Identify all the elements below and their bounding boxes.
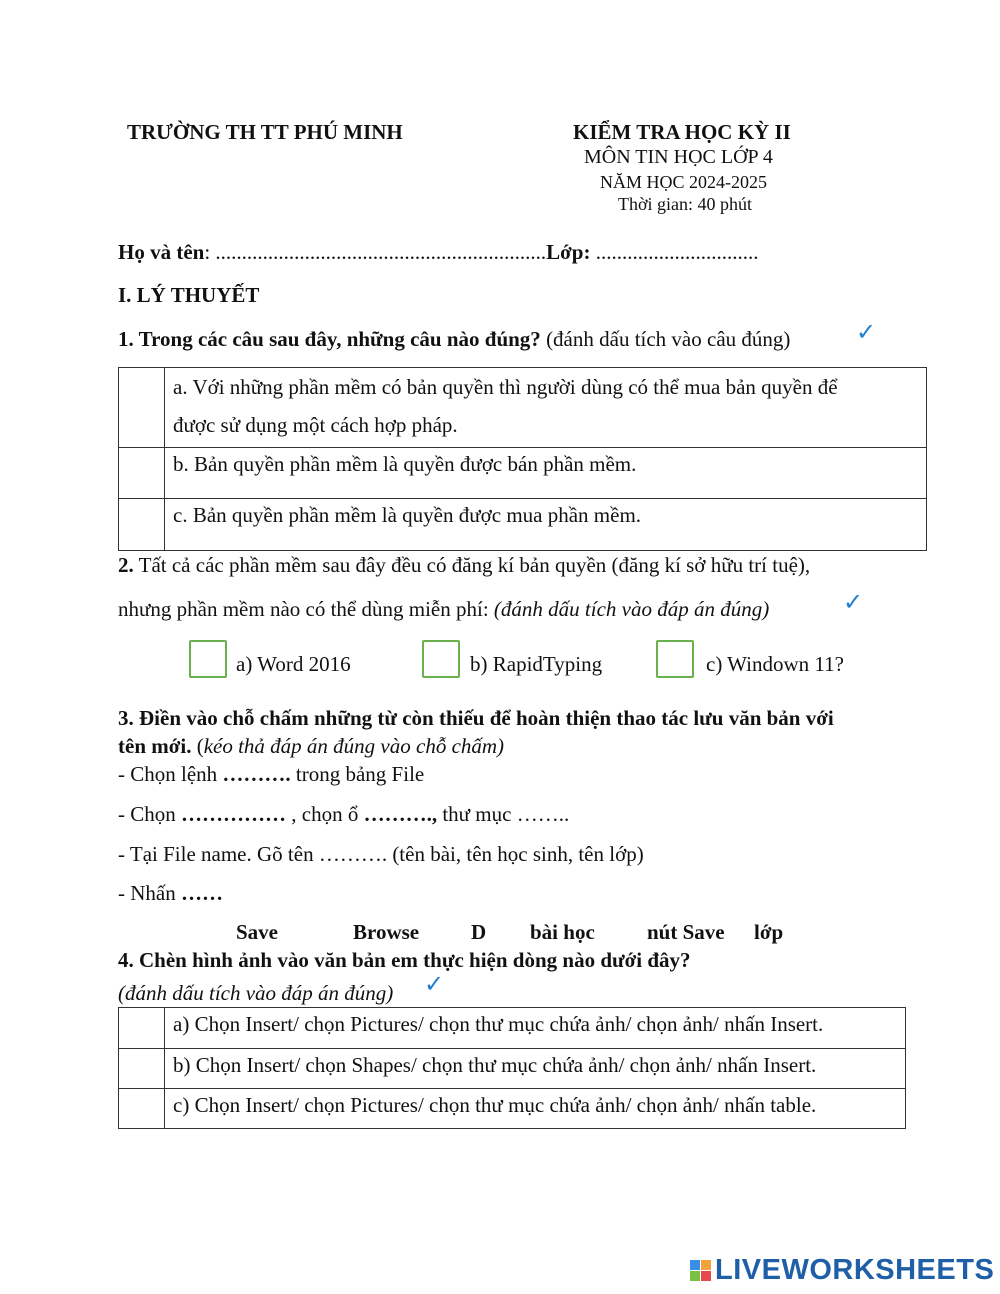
q4-hint: (đánh dấu tích vào đáp án đúng) (118, 981, 394, 1005)
q2-checkbox-b[interactable] (422, 640, 460, 678)
q2-line1-text: Tất cả các phần mềm sau đây đều có đăng kí bản quyền (đăng kí sở hữu trí tuệ), (133, 553, 811, 577)
logo-grid-icon (690, 1260, 711, 1281)
student-info-line (118, 240, 758, 265)
q3-blank-2[interactable]: …………… (181, 802, 286, 826)
q2-checkbox-c[interactable] (656, 640, 694, 678)
q4-option-b: b) Chọn Insert/ chọn Shapes/ chọn thư mục chứa ảnh/ chọn ảnh/ nhấn Insert. (165, 1049, 906, 1089)
q1-hint: (đánh dấu tích vào câu đúng) (540, 327, 791, 351)
q1-answer-cell-b[interactable] (119, 448, 165, 499)
drag-answer-d[interactable]: D (471, 920, 487, 944)
table-row (119, 368, 927, 448)
table-row (119, 1089, 906, 1129)
name-field[interactable]: ............................................................... (215, 240, 547, 264)
q3-step4-text: - Nhấn (118, 881, 181, 905)
drag-answer-save[interactable]: Save (236, 920, 278, 944)
q2-line2-text: nhưng phần mềm nào có thể dùng miễn phí: (118, 597, 494, 621)
table-row (119, 448, 927, 499)
q1-option-b: b. Bản quyền phần mềm là quyền được bán phần mềm. (165, 448, 927, 499)
q2-option-b: b) RapidTyping (470, 652, 603, 676)
q2-number: 2. (118, 553, 134, 577)
school-year: NĂM HỌC 2024-2025 (600, 172, 768, 192)
q3-hint: kéo thả đáp án đúng vào chỗ chấm) (203, 734, 505, 758)
q3-step4 (118, 881, 223, 906)
q3-prompt-line1: 3. Điền vào chỗ chấm những từ còn thiếu để hoàn thiện thao tác lưu văn bản với (118, 706, 834, 730)
q1-answer-cell-a[interactable] (119, 368, 165, 448)
q3-blank-3[interactable]: ………., (363, 802, 438, 826)
q3-step1 (118, 762, 424, 787)
drag-answer-browse[interactable]: Browse (353, 920, 420, 944)
q4-table (118, 1007, 906, 1129)
q1-prompt (118, 327, 790, 352)
q4-answer-cell-b[interactable] (119, 1049, 165, 1089)
drag-answer-bai-hoc[interactable]: bài học (530, 920, 595, 944)
q3-blank-1[interactable]: ………. (222, 762, 291, 786)
q3-step3[interactable]: - Tại File name. Gõ tên ………. (tên bài, tên học sinh, tên lớp) (118, 842, 644, 866)
q4-answer-cell-a[interactable] (119, 1008, 165, 1049)
section-title: I. LÝ THUYẾT (118, 283, 260, 307)
exam-duration: Thời gian: 40 phút (618, 194, 753, 214)
check-icon: ✓ (843, 588, 864, 616)
logo-text: LIVEWORKSHEETS (715, 1254, 995, 1286)
table-row (119, 499, 927, 551)
q1-question: 1. Trong các câu sau đây, những câu nào đúng? (118, 327, 541, 351)
school-name: TRƯỜNG TH TT PHÚ MINH (127, 120, 403, 144)
class-field[interactable]: ............................... (595, 240, 759, 264)
q2-hint: (đánh dấu tích vào đáp án đúng) (493, 597, 770, 621)
q3-prompt-line2 (118, 734, 504, 759)
name-colon: : (204, 240, 211, 264)
table-row (119, 1049, 906, 1089)
q3-step2 (118, 802, 569, 827)
q2-prompt-line2 (118, 597, 769, 622)
q2-option-c: c) Windown 11? (706, 652, 844, 676)
q1-option-a (165, 368, 927, 448)
q3-step2-text: - Chọn (118, 802, 181, 826)
q3-step1-text: - Chọn lệnh (118, 762, 223, 786)
check-icon: ✓ (856, 318, 877, 346)
q4-option-a: a) Chọn Insert/ chọn Pictures/ chọn thư mục chứa ảnh/ chọn ảnh/ nhấn Insert. (165, 1008, 906, 1049)
name-label: Họ và tên (118, 240, 205, 264)
liveworksheets-logo (690, 1254, 994, 1287)
q3-hint-paren: ( (191, 734, 204, 758)
q4-prompt: 4. Chèn hình ảnh vào văn bản em thực hiện dòng nào dưới đây? (118, 948, 691, 972)
q2-checkbox-a[interactable] (189, 640, 227, 678)
class-label: Lớp: (546, 240, 591, 264)
drag-answer-nut-save[interactable]: nút Save (647, 920, 725, 944)
q3-prompt-end: tên mới. (118, 734, 192, 758)
q2-option-a: a) Word 2016 (236, 652, 351, 676)
q1-table (118, 367, 927, 551)
q4-answer-cell-c[interactable] (119, 1089, 165, 1129)
q4-option-c: c) Chọn Insert/ chọn Pictures/ chọn thư mục chứa ảnh/ chọn ảnh/ nhấn table. (165, 1089, 906, 1129)
q1-option-a-line1: a. Với những phần mềm có bản quyền thì người dùng có thể mua bản quyền để (173, 375, 838, 399)
q1-option-c: c. Bản quyền phần mềm là quyền được mua phần mềm. (165, 499, 927, 551)
q3-step2-end[interactable]: thư mục …….. (437, 802, 570, 826)
q1-option-a-line2: được sử dụng một cách hợp pháp. (173, 413, 458, 437)
exam-title: KIỂM TRA HỌC KỲ II (573, 120, 791, 144)
q3-step1-end: trong bảng File (290, 762, 425, 786)
q1-answer-cell-c[interactable] (119, 499, 165, 551)
q3-blank-4[interactable]: …… (180, 881, 223, 905)
q3-step2-mid: , chọn ổ (286, 802, 364, 826)
q2-prompt-line1 (118, 553, 810, 578)
check-icon: ✓ (424, 970, 445, 998)
table-row (119, 1008, 906, 1049)
drag-answer-lop[interactable]: lớp (754, 920, 784, 944)
subject-line: MÔN TIN HỌC LỚP 4 (584, 146, 773, 168)
